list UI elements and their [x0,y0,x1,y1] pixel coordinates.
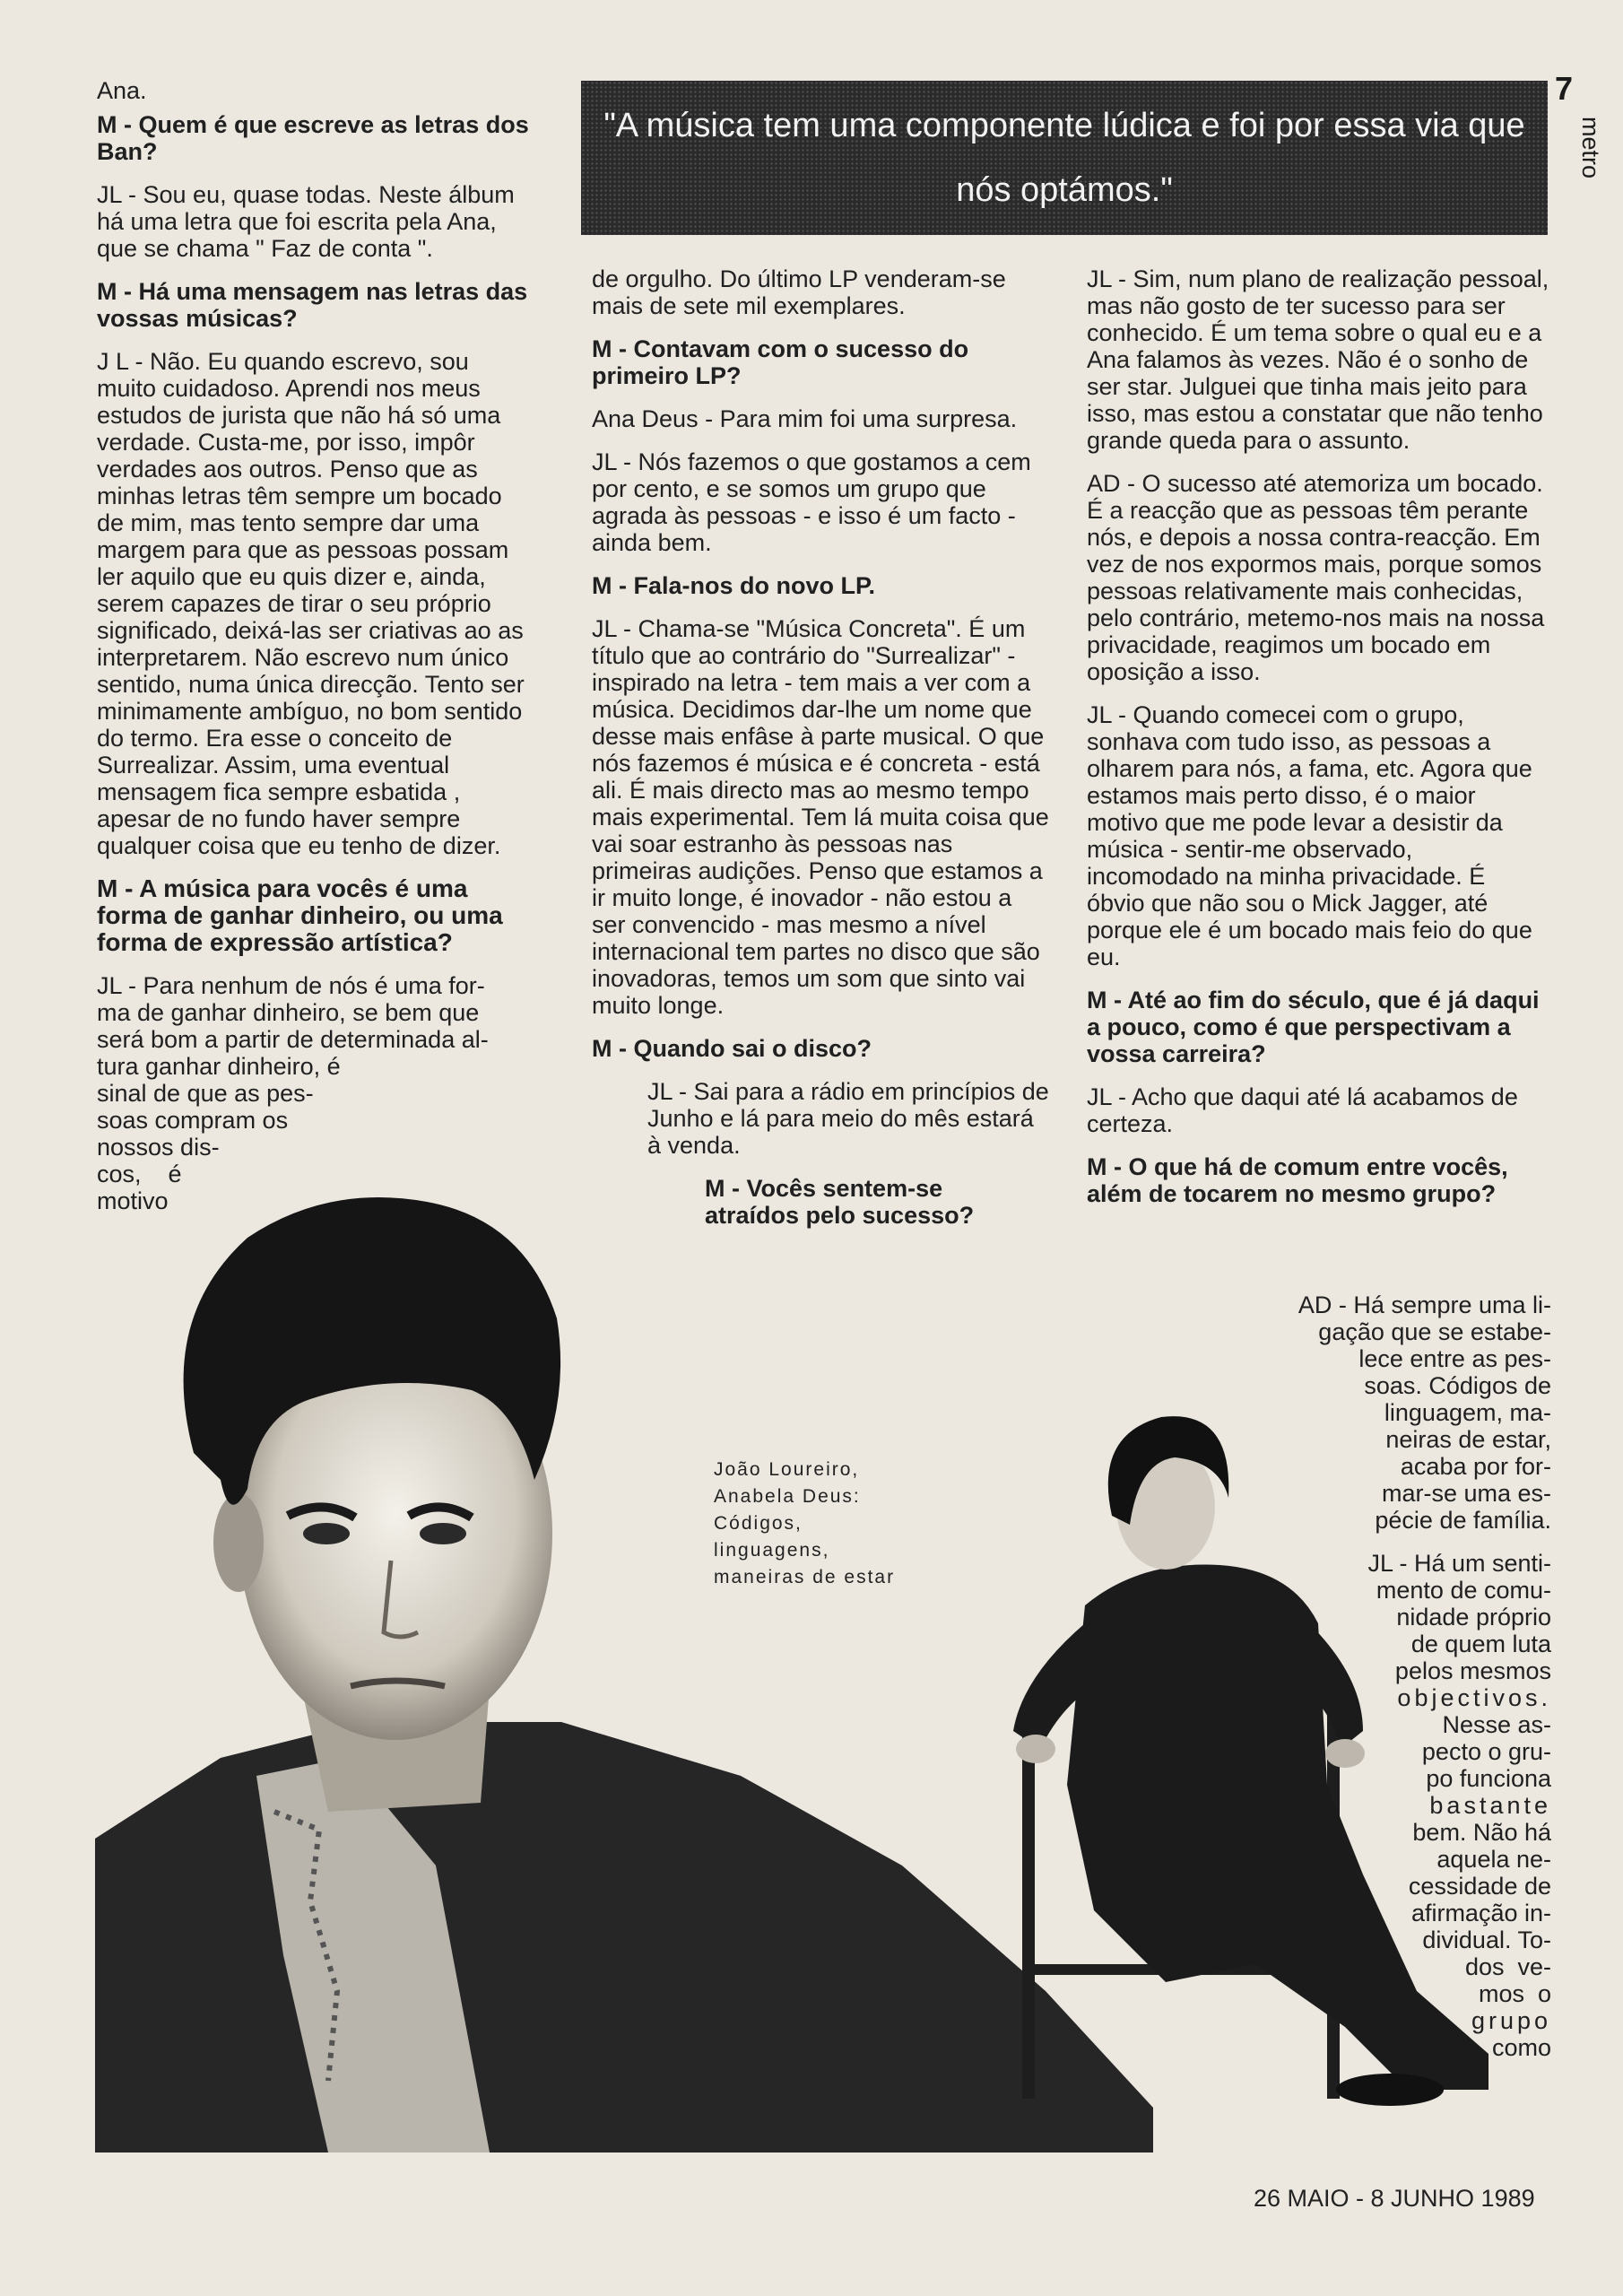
column-3 [1087,265,1549,1207]
text-line: aquela ne- [1436,1846,1551,1873]
text-line: nossos dis- [97,1134,220,1161]
text-line: lece entre as pes- [1358,1345,1551,1372]
paragraph: JL - Quando comecei com o grupo, sonhava com tudo isso, as pessoas a olharem para nós, a fama, etc. Agora que estamos mais perto disso, é o maior motivo que me pode levar a desistir da música - sentir-me observado, incomodado na minha privacidade. É óbvio que não sou o Mick Jagger, até porque ele é um bocado mais feio do que eu. [1087,701,1532,970]
question: M - A música para vocês é uma forma de ganhar dinheiro, ou uma forma de expressão artística? [97,874,503,956]
caption-line: Anabela Deus: [714,1486,861,1507]
question: M - O que há de comum entre vocês, além de tocarem no mesmo grupo? [1087,1153,1508,1207]
paragraph: Ana Deus - Para mim foi uma surpresa. [592,405,1018,432]
question: M - Quem é que escreve as letras dos Ban? [97,111,529,165]
paragraph: JL - Sai para a rádio em princípios de Junho e lá para meio do mês estará à venda. [647,1078,1049,1159]
pull-quote-text: "A música tem uma componente lúdica e foi por essa via que nós optámos." [603,107,1525,209]
caption-line: João Loureiro, [714,1459,860,1480]
caption-line: maneiras de estar [714,1567,896,1587]
text-line: ma de ganhar dinheiro, se bem que [97,999,480,1026]
text-line: po funciona [1426,1765,1551,1792]
text-line: JL - Para nenhum de nós é uma for- [97,972,485,999]
text-line: bem. Não há [1412,1819,1551,1846]
text-line: linguagem, ma- [1384,1399,1551,1426]
text-line: acaba por for- [1400,1453,1551,1480]
text-line: afirmação in- [1410,1900,1551,1926]
text-line: mento de comu- [1376,1577,1551,1604]
text-line: Nesse as- [1442,1711,1551,1738]
paragraph: JL - Acho que daqui até lá acabamos de certeza. [1087,1083,1518,1137]
caption-line: Códigos, [714,1513,803,1534]
text-line: bastante [1429,1792,1551,1819]
text-line: nidade próprio [1396,1604,1551,1631]
text-line: mos o [1478,1980,1551,2007]
column-2 [592,265,1049,1229]
text-line: objectivos. [1397,1684,1551,1711]
answer-wrap [97,972,534,1214]
text-line: dividual. To- [1422,1926,1551,1953]
section-label: metro [1577,117,1604,179]
text-line: soas. Códigos de [1364,1372,1551,1399]
text-line: soas compram os [97,1107,289,1134]
paragraph: AD - O sucesso até atemoriza um bocado. É a reacção que as pessoas têm perante nós, e depois a nossa contra-reacção. Em vez de nos expormos mais, porque somos pessoas relativamente mais conhecidas, pelo contrário, metemo-nos mais na nossa privacidade, reagimos um bocado em oposição a isso. [1087,470,1545,685]
text-line: sinal de que as pes- [97,1080,314,1107]
text-line: pécie de família. [1375,1507,1551,1534]
paragraph: J L - Não. Eu quando escrevo, sou muito cuidadoso. Aprendi nos meus estudos de jurista que não há só uma verdade. Custa-me, por isso, impôr verdades aos outros. Penso que as minhas letras têm sempre um bocado de mim, mas tento sempre dar uma margem para que as pessoas possam ler aquilo que eu quis dizer e, ainda, serem capazes de tirar o seu próprio significado, deixá-las ser criativas ao as interpretarem. Não escrevo num único sentido, numa única direcção. Tento ser minimamente ambíguo, no bom sentido do termo. Era esse o conceito de Surrealizar. Assim, uma eventual mensagem fica sempre esbatida , apesar de no fundo haver sempre qualquer coisa que eu tenho de dizer. [97,348,525,859]
text-line: dos ve- [1464,1953,1551,1980]
question: M - Contavam com o sucesso do primeiro LP? [592,335,969,389]
column-1 [97,77,534,1214]
text-line: neiras de estar, [1385,1426,1551,1453]
question: M - Quando sai o disco? [592,1035,872,1062]
text-line: grupo [1471,2007,1551,2034]
photo-anabela-deus [986,1408,1506,2144]
paragraph: JL - Sim, num plano de realização pessoal, mas não gosto de ter sucesso para ser conhecido. É um tema sobre o qual eu e a Ana falamos às vezes. Não é o sonho de ser star. Julguei que tinha mais jeito para isso, mas estou a constatar que não tenho grande queda para o assunto. [1087,265,1549,454]
text-line: JL - Há um senti- [1367,1550,1551,1577]
text-line: será bom a partir de determinada al- [97,1026,489,1053]
text-line: de quem luta [1410,1631,1551,1657]
text-line: cos, é [97,1161,182,1187]
text-line: mar-se uma es- [1381,1480,1551,1507]
question: M - Vocês sentem-se atraídos pelo sucesso? [705,1175,975,1229]
paragraph: de orgulho. Do último LP venderam-se mais de sete mil exemplares. [592,265,1006,319]
question: M - Fala-nos do novo LP. [592,572,876,599]
text-line: como [1491,2034,1551,2061]
text-line: cessidade de [1408,1873,1551,1900]
question: M - Até ao fim do século, que é já daqui a pouco, como é que perspectivam a vossa carreira? [1087,987,1540,1067]
text-line: AD - Há sempre uma li- [1298,1292,1551,1318]
paragraph: JL - Sou eu, quase todas. Neste álbum há uma letra que foi escrita pela Ana, que se chama " Faz de conta ". [97,181,515,262]
pull-quote [581,81,1548,235]
dress [1067,1565,1488,2090]
text-line: pecto o gru- [1421,1738,1551,1765]
text-line: motivo [97,1187,169,1214]
text-line: pelos mesmos [1394,1657,1551,1684]
text-line: tura ganhar dinheiro, é [97,1053,341,1080]
issue-date: 26 MAIO - 8 JUNHO 1989 [1254,2185,1535,2212]
paragraph: JL - Nós fazemos o que gostamos a cem por cento, e se somos um grupo que agrada às pessoas - e isso é um facto - ainda bem. [592,448,1031,556]
paragraph: Ana. [97,77,147,104]
text-line: gação que se estabe- [1318,1318,1551,1345]
question: M - Há uma mensagem nas letras das vossas músicas? [97,278,528,332]
page-number: 7 [1555,70,1574,107]
caption-line: linguagens, [714,1540,830,1561]
paragraph: JL - Chama-se "Música Concreta". É um título que ao contrário do "Surrealizar" - inspirado na letra - tem mais a ver com a música. Decidimos dar-lhe um nome que desse mais enfâse à parte musical. O que nós fazemos é música e é concreta - está ali. É mais directo mas ao mesmo tempo mais experimental. Tem lá muita coisa que vai soar estranho às pessoas nas primeiras audições. Penso que estamos a ir muito longe, é inovador - não estou a ser convencido - mas mesmo a nível internacional tem partes no disco que são inovadoras, temos um som que sinto vai muito longe. [592,615,1049,1019]
